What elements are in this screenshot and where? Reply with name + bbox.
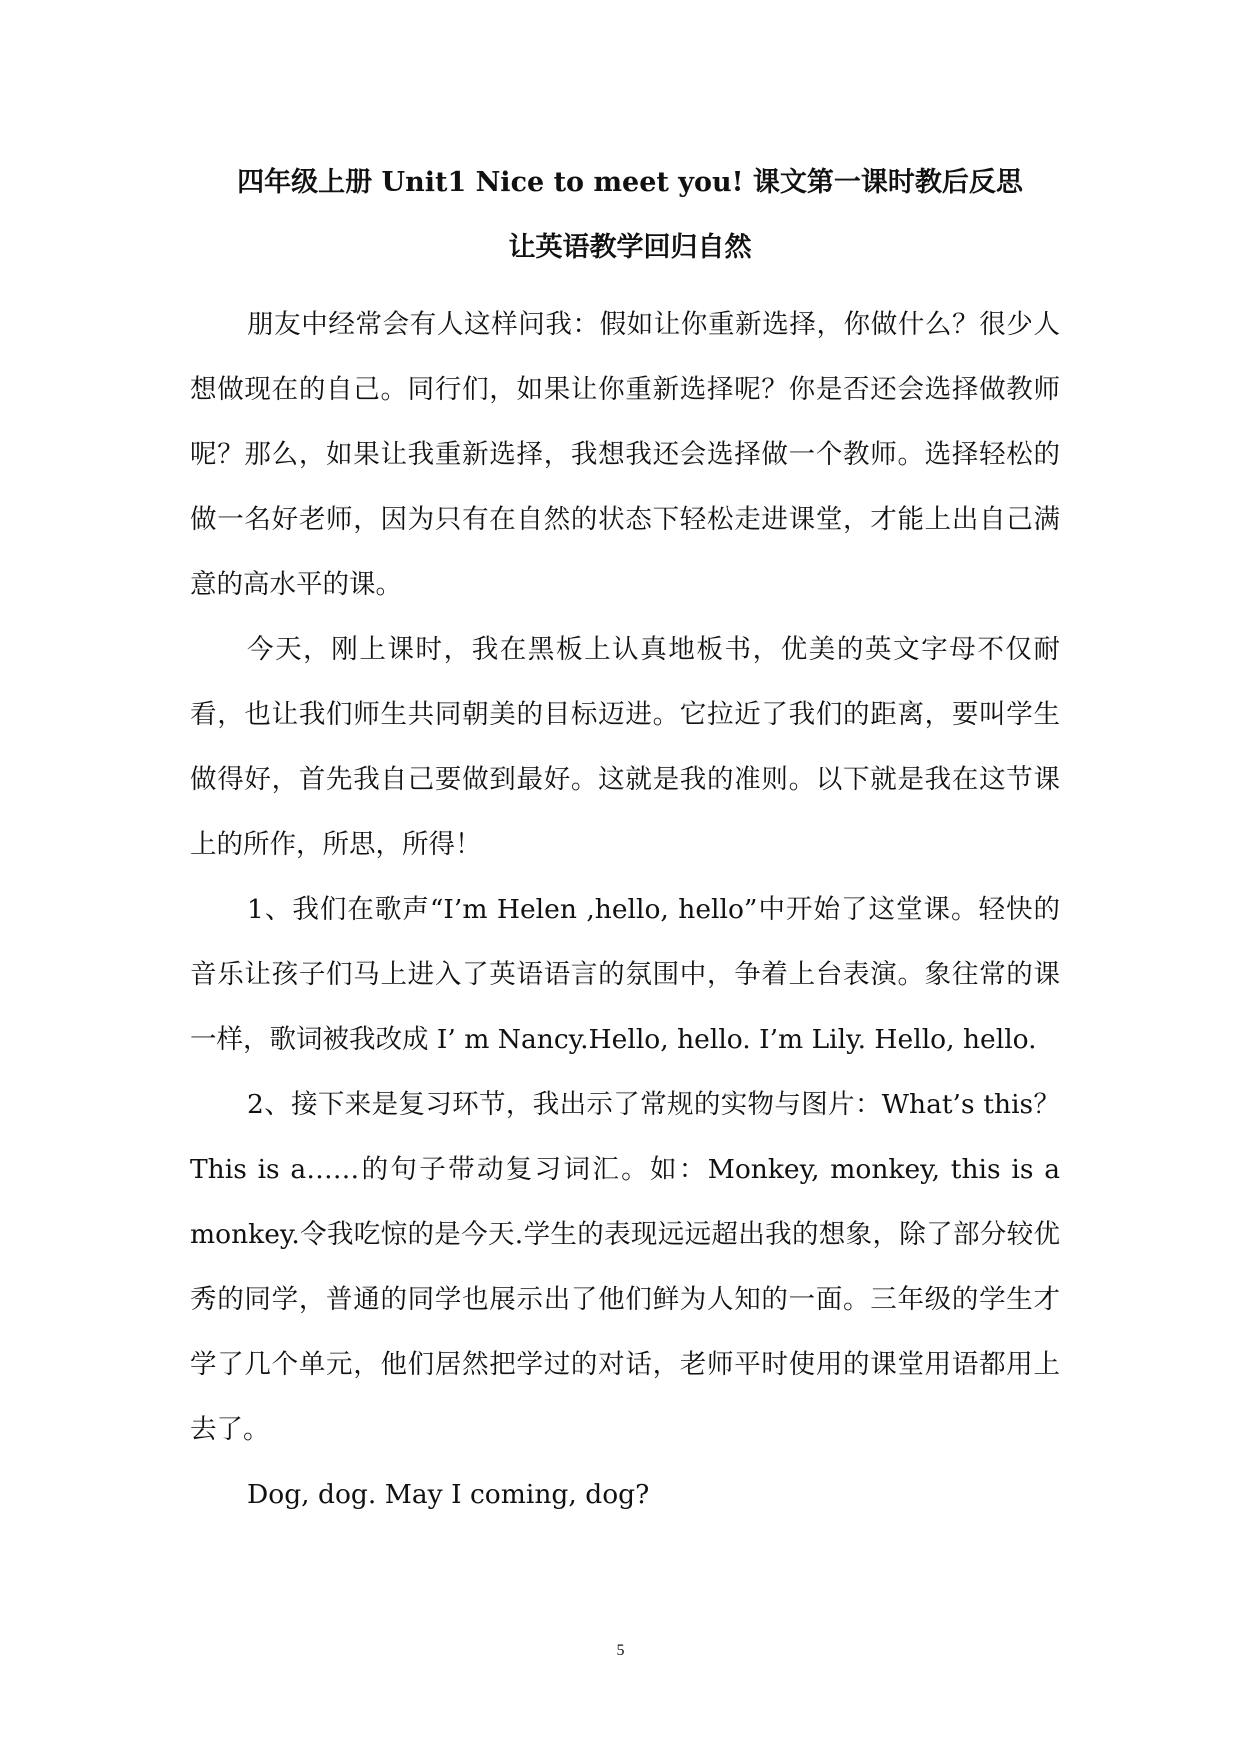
document-body [190, 292, 1060, 1527]
page-number: 5 [616, 1642, 625, 1659]
paragraph: 朋友中经常会有人这样问我：假如让你重新选择，你做什么？很少人想做现在的自己。同行们，如果让你重新选择呢？你是否还会选择做教师呢？那么，如果让我重新选择，我想我还会选择做一个教师。选择轻松的做一名好老师，因为只有在自然的状态下轻松走进课堂，才能上出自己满意的高水平的课。 [190, 309, 1060, 600]
paragraph: 1、我们在歌声“I’m Helen ,hello, hello”中开始了这堂课。轻快的音乐让孩子们马上进入了英语语言的氛围中，争着上台表演。象往常的课一样，歌词被我改成 I’ m Nancy.Hello, hello. I’m Lily. Hello, hello. [190, 894, 1060, 1055]
paragraph: Dog, dog. May I coming, dog? [247, 1479, 650, 1510]
paragraph: 今天，刚上课时，我在黑板上认真地板书，优美的英文字母不仅耐看，也让我们师生共同朝美的目标迈进。它拉近了我们的距离，要叫学生做得好，首先我自己要做到最好。这就是我的准则。以下就是我在这节课上的所作，所思，所得！ [190, 634, 1060, 860]
document-subtitle: 让英语教学回归自然 [508, 232, 752, 263]
paragraph: 2、接下来是复习环节，我出示了常规的实物与图片：What’s this？ This is a……的句子带动复习词汇。如：Monkey, monkey, this is a monkey.令我吃惊的是今天.学生的表现远远超出我的想象，除了部分较优秀的同学，普通的同学也展示出了他们鲜为人知的一面。三年级的学生才学了几个单元，他们居然把学过的对话，老师平时使用的课堂用语都用上去了。 [190, 1089, 1060, 1445]
document-title: 四年级上册 Unit1 Nice to meet you! 课文第一课时教后反思 [237, 167, 1023, 198]
